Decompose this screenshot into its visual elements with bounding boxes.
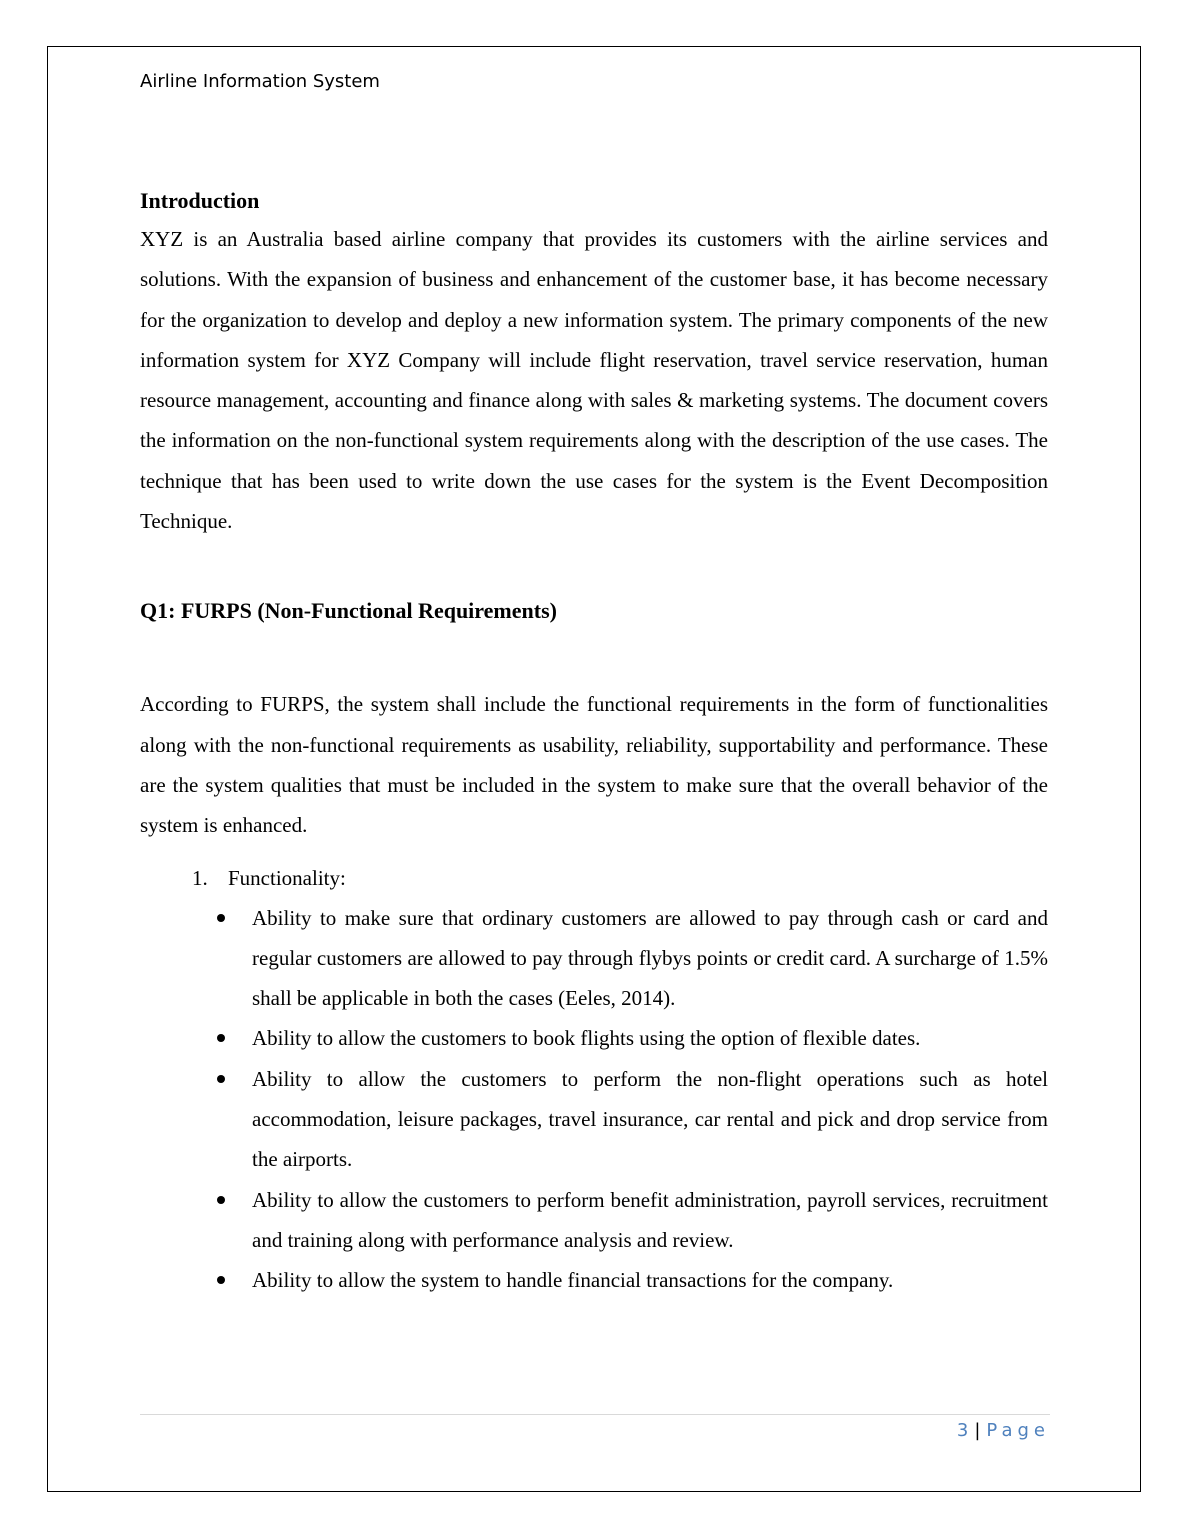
bullet-icon <box>217 914 225 922</box>
bullet-item: Ability to allow the customers to book flights using the option of flexible dates. <box>140 1018 1048 1058</box>
bullet-icon <box>217 1034 225 1042</box>
running-header: Airline Information System <box>140 71 380 92</box>
bullet-item: Ability to allow the customers to perform benefit administration, payroll services, recruitment and training along with performance analysis and review. <box>140 1180 1048 1261</box>
numbered-list-item <box>140 858 1048 898</box>
bullet-icon <box>217 1075 225 1083</box>
bullet-item: Ability to allow the customers to perform the non-flight operations such as hotel accommodation, leisure packages, travel insurance, car rental and pick and drop service from the airports. <box>140 1059 1048 1180</box>
q1-heading: Q1: FURPS (Non-Functional Requirements) <box>140 598 557 624</box>
bullet-item: Ability to allow the system to handle financial transactions for the company. <box>140 1260 1048 1300</box>
list-number: 1. <box>192 865 208 890</box>
bullet-icon <box>217 1196 225 1204</box>
bullet-item: Ability to make sure that ordinary customers are allowed to pay through cash or card and regular customers are allowed to pay through flybys points or credit card. A surcharge of 1.5% shall be applicable in both the cases (Eeles, 2014). <box>140 898 1048 1019</box>
page-footer <box>957 1420 1050 1441</box>
footer-divider <box>140 1414 1050 1415</box>
document-body <box>140 183 1048 1301</box>
page-number: 3 <box>956 1420 969 1441</box>
list-label: Functionality: <box>228 865 346 890</box>
bullet-icon <box>217 1276 225 1284</box>
q1-paragraph: According to FURPS, the system shall include the functional requirements in the form of functionalities along with the non-functional requirements as usability, reliability, supportability and performance. These are the system qualities that must be included in the system to make sure that the overall behavior of the system is enhanced. <box>140 692 1048 838</box>
introduction-paragraph: XYZ is an Australia based airline company that provides its customers with the airline services and solutions. With the expansion of business and enhancement of the customer base, it has become necessary for the organization to develop and deploy a new information system. The primary components of the new information system for XYZ Company will include flight reservation, travel service reservation, human resource management, accounting and finance along with sales & marketing systems. The document covers the information on the non-functional system requirements along with the description of the use cases. The technique that has been used to write down the use cases for the system is the Event Decomposition Technique. <box>140 227 1048 534</box>
page-label: Page <box>986 1420 1050 1441</box>
footer-separator: | <box>974 1420 981 1441</box>
introduction-heading: Introduction <box>140 188 260 213</box>
functionality-bullet-list <box>140 898 1048 1301</box>
